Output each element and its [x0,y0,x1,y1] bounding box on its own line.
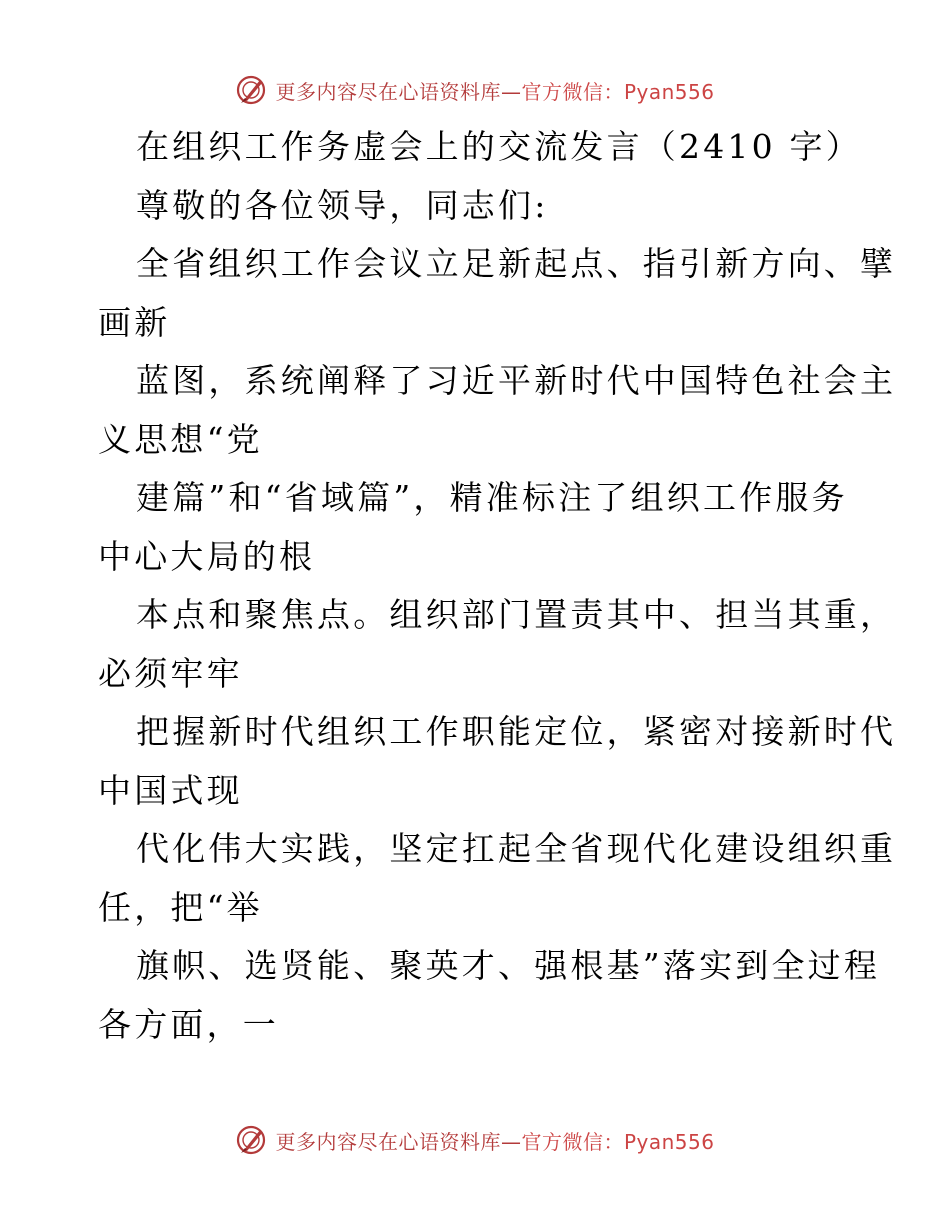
footer-watermark [0,1122,950,1158]
paragraph-line: 旗帜、选贤能、聚英才、强根基”落实到全过程 [136,946,881,985]
watermark-dash: — [500,79,522,104]
header-watermark [0,72,950,108]
watermark-text [275,1126,714,1155]
paragraph-line: 各方面，一 [98,1004,279,1044]
paragraph-line: 任，把“举 [98,887,263,927]
pen-nib-seal-icon [235,74,267,106]
paragraph-line: 代化伟大实践，坚定扛起全省现代化建设组织重 [136,829,897,868]
watermark-dash: — [500,1129,522,1154]
paragraph-line: 蓝图，系统阐释了习近平新时代中国特色社会主 [136,361,897,400]
paragraph-line: 义思想“党 [98,419,263,459]
watermark-site-text: 更多内容尽在心语资料库 [275,1129,501,1154]
document-title: 在组织工作务虚会上的交流发言（2410 字） [136,127,862,166]
paragraph-line: 必须牢牢 [98,653,243,693]
paragraph-line: 建篇”和“省域篇”，精准标注了组织工作服务 [136,478,848,517]
watermark-site-text: 更多内容尽在心语资料库 [275,79,501,104]
paragraph-line: 把握新时代组织工作职能定位，紧密对接新时代 [136,712,897,751]
paragraph-line: 本点和聚焦点。组织部门置责其中、担当其重， [136,595,897,634]
paragraph-line: 中心大局的根 [98,536,316,576]
paragraph-line: 全省组织工作会议立足新起点、指引新方向、擘 [136,244,897,283]
paragraph-line: 画新 [98,302,171,342]
paragraph-line: 中国式现 [98,770,243,810]
document-body [98,118,897,1054]
salutation: 尊敬的各位领导，同志们: [136,185,549,225]
pen-nib-seal-icon [235,1124,267,1156]
watermark-contact-text: 官方微信：Pyan556 [521,79,715,104]
watermark-contact-text: 官方微信：Pyan556 [521,1129,715,1154]
watermark-text [275,76,714,105]
